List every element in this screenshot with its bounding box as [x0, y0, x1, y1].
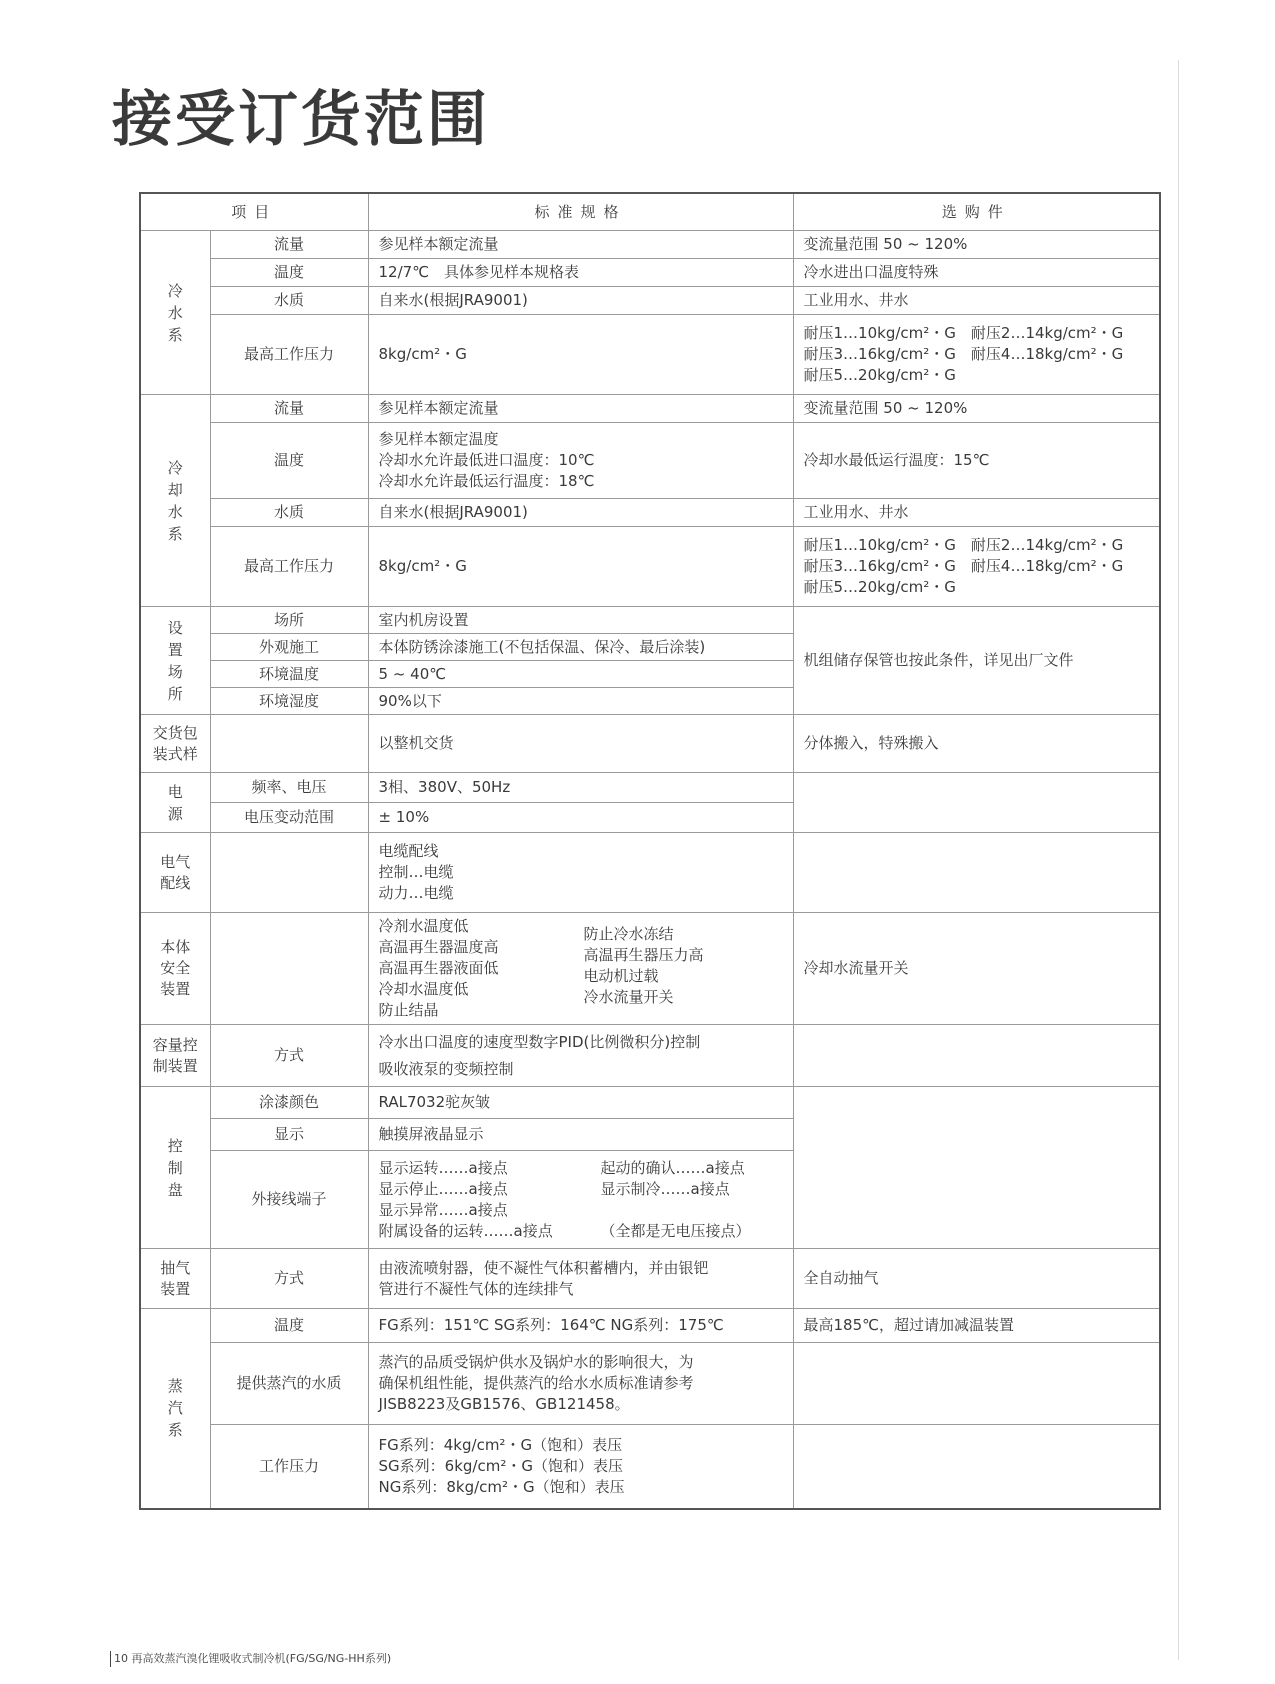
item-label: 环境温度 [210, 661, 368, 688]
std-cell: 参见样本额定流量 [368, 395, 793, 423]
table-row [140, 259, 1160, 287]
std-cell: 12/7℃ 具体参见样本规格表 [368, 259, 793, 287]
group-installation-site: 设置场所 [140, 607, 210, 715]
opt-cell: 冷水进出口温度特殊 [793, 259, 1160, 287]
item-label: 流量 [210, 231, 368, 259]
std-cell: 参见样本额定流量 [368, 231, 793, 259]
item-label [210, 913, 368, 1025]
header-standard: 标准规格 [368, 193, 793, 231]
group-safety: 本体 安全 装置 [140, 913, 210, 1025]
opt-cell [793, 1343, 1160, 1425]
std-cell: 8kg/cm²・G [368, 527, 793, 607]
table-row [140, 833, 1160, 913]
page-footer [110, 1650, 391, 1667]
item-label: 水质 [210, 287, 368, 315]
opt-cell: 冷却水最低运行温度：15℃ [793, 423, 1160, 499]
item-label: 涂漆颜色 [210, 1087, 368, 1119]
item-label: 温度 [210, 423, 368, 499]
std-cell: 90%以下 [368, 688, 793, 715]
group-control-panel: 控制盘 [140, 1087, 210, 1249]
group-steam: 蒸汽系 [140, 1309, 210, 1509]
item-label [210, 833, 368, 913]
table-row [140, 1249, 1160, 1309]
opt-cell [793, 833, 1160, 913]
opt-cell: 变流量范围 50 ~ 120% [793, 231, 1160, 259]
table-row [140, 423, 1160, 499]
order-scope-table [139, 192, 1161, 1510]
footer-mark [110, 1651, 111, 1667]
table-row [140, 527, 1160, 607]
group-capacity-control: 容量控 制装置 [140, 1025, 210, 1087]
std-cell: 室内机房设置 [368, 607, 793, 634]
std-cell: 本体防锈涂漆施工(不包括保温、保冷、最后涂装) [368, 634, 793, 661]
table-row [140, 1343, 1160, 1425]
std-cell: 冷水出口温度的速度型数字PID(比例微积分)控制 吸收液泵的变频控制 [368, 1025, 793, 1087]
page-number: 10 [114, 1652, 128, 1665]
opt-cell: 机组储存保管也按此条件，详见出厂文件 [793, 607, 1160, 715]
header-option: 选购件 [793, 193, 1160, 231]
opt-cell: 分体搬入，特殊搬入 [793, 715, 1160, 773]
opt-cell: 全自动抽气 [793, 1249, 1160, 1309]
std-cell: 触摸屏液晶显示 [368, 1119, 793, 1151]
item-label: 提供蒸汽的水质 [210, 1343, 368, 1425]
item-label: 工作压力 [210, 1425, 368, 1509]
table-row [140, 1087, 1160, 1119]
std-cell: 显示运转……a接点 显示停止……a接点 显示异常……a接点 附属设备的运转……a接点 起动的确认……a接点 显示制冷……a接点 （全都是无电压接点） [368, 1151, 793, 1249]
table-row [140, 913, 1160, 1025]
item-label: 温度 [210, 259, 368, 287]
table-row [140, 395, 1160, 423]
group-cooling-water: 冷却水系 [140, 395, 210, 607]
item-label: 最高工作压力 [210, 527, 368, 607]
item-label: 外观施工 [210, 634, 368, 661]
table-row [140, 287, 1160, 315]
std-cell: 自来水(根据JRA9001) [368, 499, 793, 527]
opt-cell [793, 1425, 1160, 1509]
table-row [140, 231, 1160, 259]
group-power: 电源 [140, 773, 210, 833]
opt-cell: 最高185℃，超过请加减温装置 [793, 1309, 1160, 1343]
table-row [140, 1025, 1160, 1087]
page-title: 接受订货范围 [112, 85, 490, 155]
std-cell: 参见样本额定温度 冷却水允许最低进口温度：10℃ 冷却水允许最低运行温度：18℃ [368, 423, 793, 499]
table-row [140, 607, 1160, 634]
page-edge-line [1178, 60, 1179, 1660]
group-wiring: 电气 配线 [140, 833, 210, 913]
opt-cell [793, 1025, 1160, 1087]
std-cell: 5 ~ 40℃ [368, 661, 793, 688]
footer-text: 再高效蒸汽溴化锂吸收式制冷机(FG/SG/NG-HH系列) [131, 1652, 392, 1665]
item-label: 方式 [210, 1025, 368, 1087]
opt-cell [793, 1087, 1160, 1249]
item-label: 方式 [210, 1249, 368, 1309]
item-label: 环境湿度 [210, 688, 368, 715]
table-row [140, 773, 1160, 803]
item-label: 水质 [210, 499, 368, 527]
group-chilled-water: 冷水系 [140, 231, 210, 395]
opt-cell: 耐压1…10kg/cm²・G 耐压2…14kg/cm²・G 耐压3…16kg/cm²・G 耐压4…18kg/cm²・G 耐压5…20kg/cm²・G [793, 527, 1160, 607]
std-cell: FG系列：151℃ SG系列：164℃ NG系列：175℃ [368, 1309, 793, 1343]
item-label: 频率、电压 [210, 773, 368, 803]
std-cell: 由液流喷射器，使不凝性气体积蓄槽内，并由银钯 管进行不凝性气体的连续排气 [368, 1249, 793, 1309]
std-cell: 3相、380V、50Hz [368, 773, 793, 803]
table-row [140, 315, 1160, 395]
item-label: 电压变动范围 [210, 803, 368, 833]
table-row [140, 1425, 1160, 1509]
item-label: 温度 [210, 1309, 368, 1343]
item-label: 外接线端子 [210, 1151, 368, 1249]
group-delivery: 交货包 装式样 [140, 715, 210, 773]
item-label: 最高工作压力 [210, 315, 368, 395]
item-label: 流量 [210, 395, 368, 423]
table-header-row [140, 193, 1160, 231]
group-purge: 抽气 装置 [140, 1249, 210, 1309]
std-cell: ± 10% [368, 803, 793, 833]
std-cell: 冷剂水温度低 高温再生器温度高 高温再生器液面低 冷却水温度低 防止结晶 防止冷水冻结 高温再生器压力高 电动机过载 冷水流量开关 [368, 913, 793, 1025]
opt-cell: 耐压1…10kg/cm²・G 耐压2…14kg/cm²・G 耐压3…16kg/cm²・G 耐压4…18kg/cm²・G 耐压5…20kg/cm²・G [793, 315, 1160, 395]
opt-cell: 工业用水、井水 [793, 499, 1160, 527]
std-cell: 8kg/cm²・G [368, 315, 793, 395]
item-label: 场所 [210, 607, 368, 634]
std-cell: 自来水(根据JRA9001) [368, 287, 793, 315]
opt-cell: 冷却水流量开关 [793, 913, 1160, 1025]
std-cell: FG系列：4kg/cm²・G（饱和）表压 SG系列：6kg/cm²・G（饱和）表压 NG系列：8kg/cm²・G（饱和）表压 [368, 1425, 793, 1509]
item-label [210, 715, 368, 773]
std-cell: 蒸汽的品质受锅炉供水及锅炉水的影响很大，为 确保机组性能，提供蒸汽的给水水质标准请参考 JISB8223及GB1576、GB121458。 [368, 1343, 793, 1425]
table-row [140, 715, 1160, 773]
table-row [140, 499, 1160, 527]
std-cell: 以整机交货 [368, 715, 793, 773]
opt-cell: 变流量范围 50 ~ 120% [793, 395, 1160, 423]
opt-cell [793, 773, 1160, 833]
item-label: 显示 [210, 1119, 368, 1151]
opt-cell: 工业用水、井水 [793, 287, 1160, 315]
std-cell: 电缆配线 控制…电缆 动力…电缆 [368, 833, 793, 913]
std-cell: RAL7032驼灰皱 [368, 1087, 793, 1119]
table-row [140, 1309, 1160, 1343]
header-item: 项目 [140, 193, 368, 231]
